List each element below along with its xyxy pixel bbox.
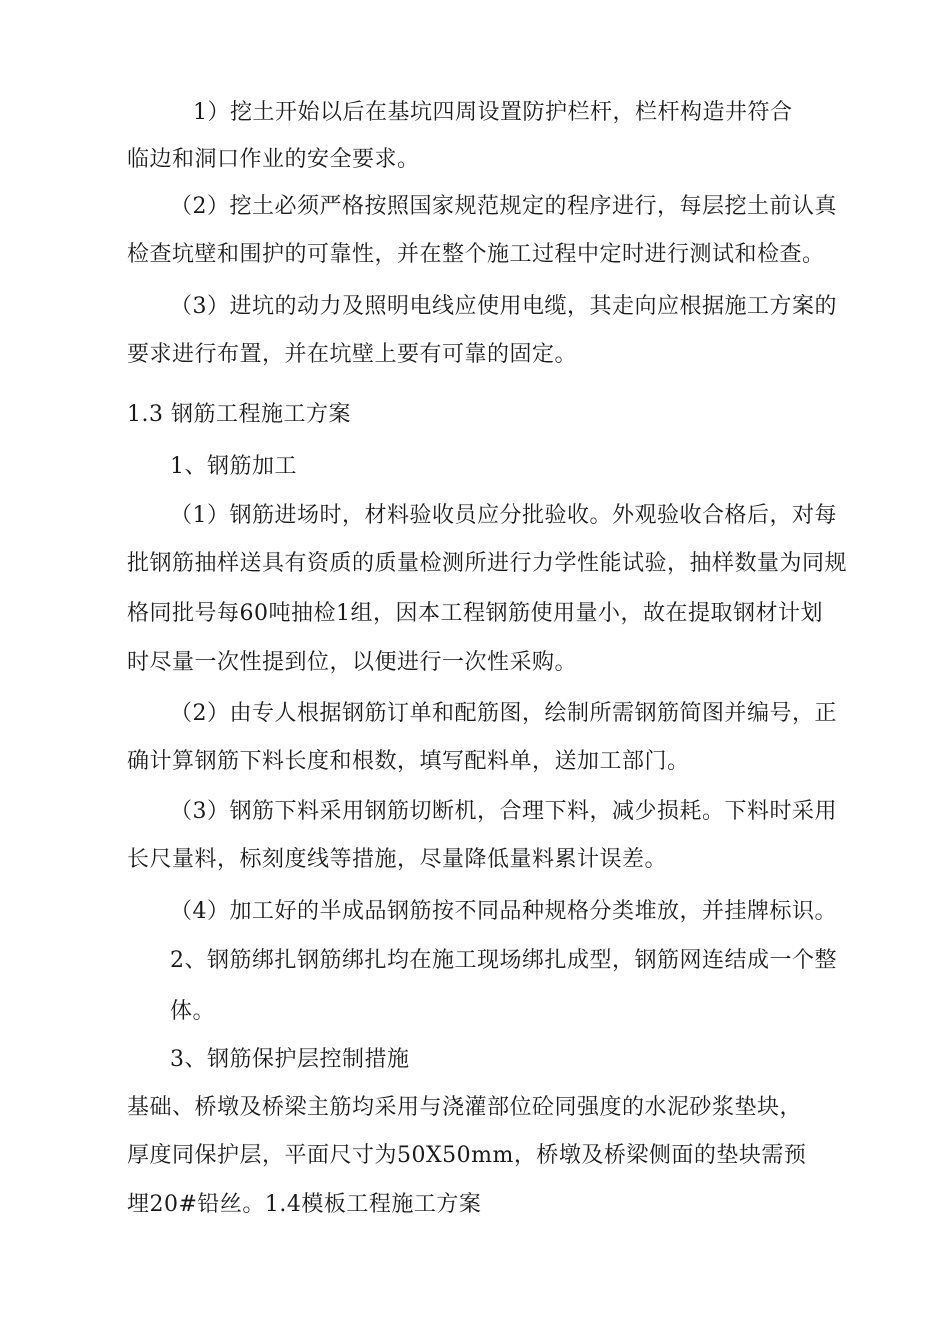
paragraph-line: 格同批号每60吨抽检1组，因本工程钢筋使用量小，故在提取钢材计划 — [127, 601, 823, 626]
paragraph-line: （4）加工好的半成品钢筋按不同品种规格分类堆放，并挂牌标识。 — [170, 899, 837, 924]
paragraph-line: 长尺量料，标刻度线等措施，尽量降低量料累计误差。 — [127, 847, 668, 872]
paragraph-line: 批钢筋抽样送具有资质的质量检测所进行力学性能试验，抽样数量为同规 — [127, 551, 848, 576]
paragraph-line: （3）钢筋下料采用钢筋切断机，合理下料，减少损耗。下料时采用 — [170, 799, 837, 824]
paragraph-line: 时尽量一次性提到位，以便进行一次性采购。 — [127, 650, 578, 675]
paragraph-line: （1）钢筋进场时，材料验收员应分批验收。外观验收合格后，对每 — [170, 503, 837, 528]
paragraph-line: 确计算钢筋下料长度和根数，填写配料单，送加工部门。 — [127, 749, 690, 774]
paragraph-line: 临边和洞口作业的安全要求。 — [127, 147, 420, 172]
paragraph-line: 体。 — [170, 999, 216, 1024]
paragraph-line: 基础、桥墩及桥梁主筋均采用与浇灌部位砼同强度的水泥砂浆垫块， — [127, 1095, 803, 1120]
paragraph-line: （2）由专人根据钢筋订单和配筋图，绘制所需钢筋简图并编号，正 — [170, 701, 837, 726]
paragraph-line: 厚度同保护层，平面尺寸为50X50mm，桥墩及桥梁侧面的垫块需预 — [127, 1143, 807, 1168]
paragraph-line: 2、钢筋绑扎钢筋绑扎均在施工现场绑扎成型，钢筋网连结成一个整 — [170, 948, 837, 973]
paragraph-line: 1）挖土开始以后在基坑四周设置防护栏杆，栏杆构造井符合 — [193, 100, 793, 125]
section-heading: 1.3 钢筋工程施工方案 — [127, 402, 351, 427]
paragraph-line: 要求进行布置，并在坑壁上要有可靠的固定。 — [127, 342, 578, 367]
paragraph-line: 检查坑壁和围护的可靠性，并在整个施工过程中定时进行测试和检查。 — [127, 242, 825, 267]
subsection-heading: 1、钢筋加工 — [170, 454, 297, 479]
paragraph-line: 埋20#铅丝。1.4模板工程施工方案 — [127, 1192, 482, 1217]
paragraph-line: （2）挖土必须严格按照国家规范规定的程序进行，每层挖土前认真 — [170, 194, 837, 219]
paragraph-line: （3）进坑的动力及照明电线应使用电缆，其走向应根据施工方案的 — [170, 294, 837, 319]
subsection-heading: 3、钢筋保护层控制措施 — [170, 1047, 410, 1072]
